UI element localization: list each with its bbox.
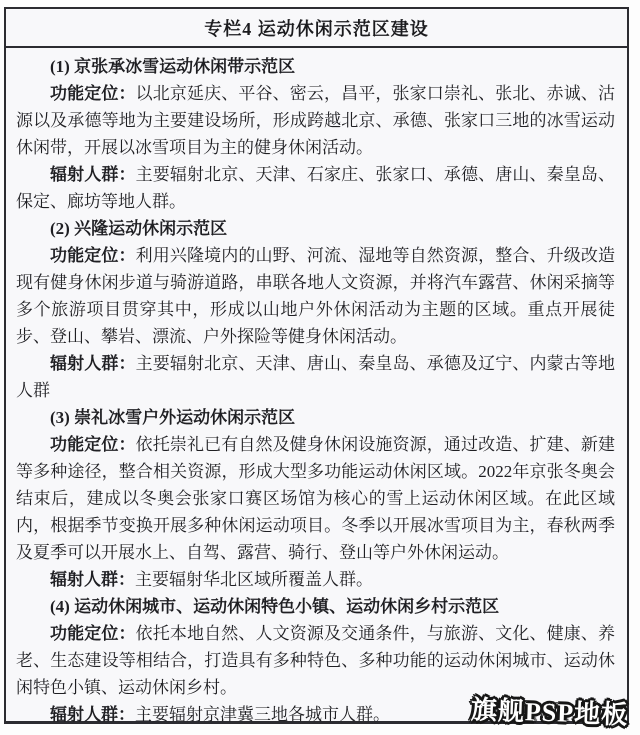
box-body	[6, 48, 627, 728]
paragraph-text: 依托本地自然、人文资源及交通条件，与旅游、文化、健康、养老、生态建设等相结合，打造具有多种特色、多种功能的运动休闲城市、运动休闲特色小镇、运动休闲乡村。	[16, 624, 615, 697]
paragraph-label: 功能定位：	[50, 435, 136, 454]
paragraph-label: 功能定位：	[50, 624, 136, 643]
paragraph-text: 主要辐射华北区域所覆盖人群。	[135, 570, 373, 589]
section-heading: (3) 崇礼冰雪户外运动休闲示范区	[50, 408, 296, 427]
section-paragraph	[16, 161, 615, 215]
paragraph-label: 辐射人群：	[50, 354, 136, 373]
section-paragraph	[16, 620, 615, 701]
section-paragraph	[16, 566, 615, 593]
section-paragraph	[16, 431, 615, 566]
paragraph-label: 辐射人群：	[50, 570, 135, 589]
paragraph-label: 功能定位：	[50, 246, 136, 265]
section-heading: (1) 京张承冰雪运动休闲带示范区	[50, 57, 296, 76]
section-heading: (4) 运动休闲城市、运动休闲特色小镇、运动休闲乡村示范区	[50, 597, 500, 616]
paragraph-text: 以北京延庆、平谷、密云，昌平，张家口崇礼、张北、赤诚、沽源以及承德等地为主要建设场所，形成跨越北京、承德、张家口三地的冰雪运动休闲带，开展以冰雪项目为主的健身休闲活动。	[16, 84, 615, 157]
watermark-text: 旗舰PSP地板	[470, 695, 629, 730]
paragraph-label: 辐射人群：	[50, 705, 135, 724]
section-paragraph	[16, 242, 615, 350]
paragraph-label: 辐射人群：	[50, 165, 136, 184]
paragraph-text: 主要辐射京津冀三地各城市人群。	[135, 705, 390, 724]
paragraph-text: 主要辐射北京、天津、唐山、秦皇岛、承德及辽宁、内蒙古等地人群	[16, 354, 615, 400]
paragraph-text: 主要辐射北京、天津、石家庄、张家口、承德、唐山、秦皇岛、保定、廊坊等地人群。	[16, 165, 615, 211]
section-paragraph	[16, 80, 615, 161]
box-title: 专栏4 运动休闲示范区建设	[6, 9, 627, 48]
paragraph-label: 功能定位：	[50, 84, 136, 103]
section-paragraph	[16, 350, 615, 404]
section-heading: (2) 兴隆运动休闲示范区	[50, 219, 228, 238]
paragraph-text: 依托崇礼已有自然及健身休闲设施资源，通过改造、扩建、新建等多种途径，整合相关资源，形成大型多功能运动休闲区域。2022年京张冬奥会结束后，建成以冬奥会张家口赛区场馆为核心的雪上运动休闲区域。在此区域内，根据季节变换开展多种休闲运动项目。冬季以开展冰雪项目为主，春秋两季及夏季可以开展水上、自驾、露营、骑行、登山等户外休闲运动。	[16, 435, 615, 562]
column-box	[4, 7, 629, 724]
paragraph-text: 利用兴隆境内的山野、河流、湿地等自然资源，整合、升级改造现有健身休闲步道与骑游道路，串联各地人文资源，并将汽车露营、休闲采摘等多个旅游项目贯穿其中，形成以山地户外休闲活动为主题的区域。重点开展徒步、登山、攀岩、漂流、户外探险等健身休闲活动。	[16, 246, 615, 346]
